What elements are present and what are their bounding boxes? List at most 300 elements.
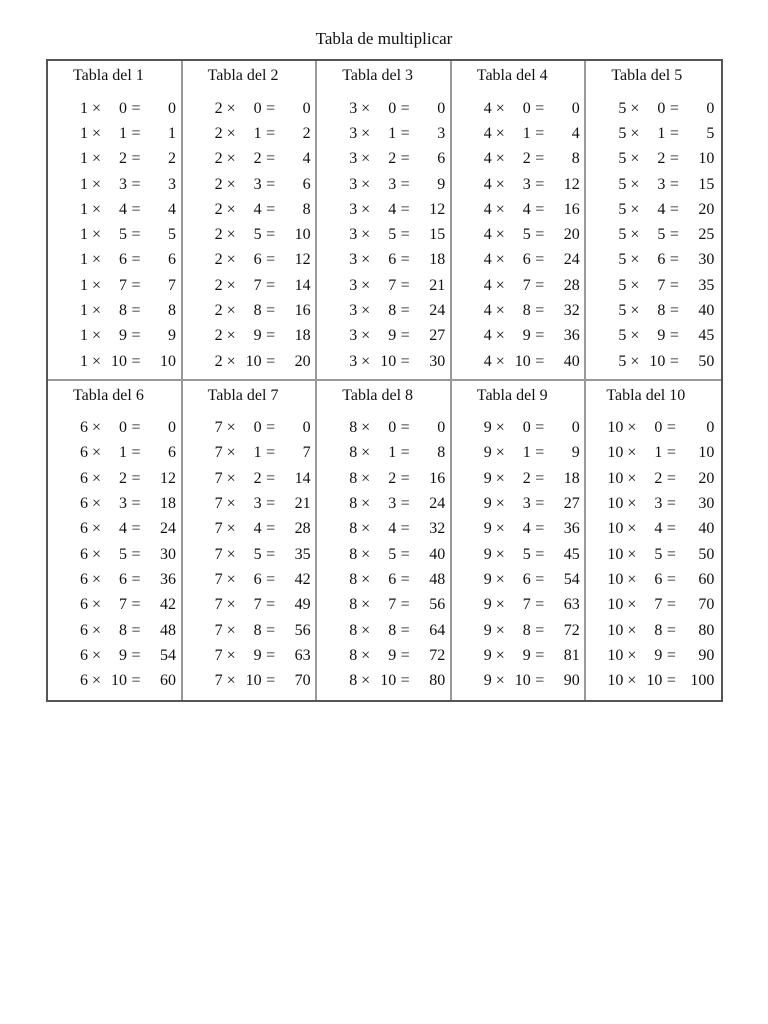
factor-a: 1 <box>80 302 88 320</box>
factor-a: 10 <box>607 419 624 437</box>
product: 12 <box>160 469 176 487</box>
factor-b: 4 <box>522 520 531 538</box>
equals-sign: = <box>535 175 545 193</box>
factor-a: 8 <box>349 570 358 588</box>
table-del-6 <box>48 381 183 701</box>
factor-b: 3 <box>522 495 531 513</box>
factor-b: 4 <box>119 200 127 218</box>
table-del-4 <box>452 61 587 381</box>
equals-sign: = <box>535 444 545 462</box>
product: 16 <box>294 302 311 320</box>
product: 54 <box>160 646 176 664</box>
factor-b: 0 <box>522 419 531 437</box>
equation-row <box>48 96 181 121</box>
product: 2 <box>302 124 311 142</box>
times-sign: × <box>91 150 102 168</box>
times-sign: × <box>91 99 102 117</box>
equals-sign: = <box>400 150 410 168</box>
factor-a: 10 <box>607 444 624 462</box>
factor-a: 5 <box>618 352 627 370</box>
factor-b: 9 <box>388 327 397 345</box>
equals-sign: = <box>535 200 545 218</box>
factor-b: 5 <box>522 545 531 563</box>
factor-b: 10 <box>514 672 531 690</box>
product: 9 <box>437 175 446 193</box>
product: 70 <box>698 596 715 614</box>
factor-b: 8 <box>522 302 531 320</box>
product: 0 <box>168 99 176 117</box>
product: 36 <box>563 327 580 345</box>
product: 10 <box>698 444 715 462</box>
equals-sign: = <box>266 226 276 244</box>
product: 7 <box>168 276 176 294</box>
times-sign: × <box>495 469 505 487</box>
equals-sign: = <box>400 646 410 664</box>
product: 6 <box>437 150 446 168</box>
factor-a: 3 <box>349 99 358 117</box>
factor-a: 1 <box>80 175 88 193</box>
equals-sign: = <box>400 327 410 345</box>
equation-row <box>452 441 585 466</box>
factor-a: 8 <box>349 545 358 563</box>
equals-sign: = <box>535 646 545 664</box>
times-sign: × <box>495 124 505 142</box>
equation-row <box>586 96 721 121</box>
equation-row <box>317 542 450 567</box>
factor-b: 3 <box>522 175 531 193</box>
equation-row <box>452 349 585 374</box>
factor-a: 10 <box>607 672 624 690</box>
factor-a: 8 <box>349 469 358 487</box>
equals-sign: = <box>400 419 410 437</box>
times-sign: × <box>627 646 637 664</box>
product: 36 <box>160 570 176 588</box>
equals-sign: = <box>131 200 141 218</box>
equation-row <box>452 147 585 172</box>
times-sign: × <box>627 621 637 639</box>
times-sign: × <box>495 646 505 664</box>
equals-sign: = <box>535 596 545 614</box>
factor-a: 5 <box>618 124 627 142</box>
equals-sign: = <box>666 520 676 538</box>
equation-row <box>586 466 721 491</box>
equation-row <box>452 517 585 542</box>
factor-a: 2 <box>214 175 223 193</box>
equals-sign: = <box>266 352 276 370</box>
factor-b: 9 <box>522 327 531 345</box>
times-sign: × <box>630 124 640 142</box>
factor-b: 4 <box>119 520 127 538</box>
factor-b: 3 <box>388 175 397 193</box>
equals-sign: = <box>266 124 276 142</box>
times-sign: × <box>91 327 102 345</box>
equals-sign: = <box>535 99 545 117</box>
product: 32 <box>429 520 446 538</box>
equation-row <box>452 222 585 247</box>
times-sign: × <box>226 545 236 563</box>
times-sign: × <box>627 469 637 487</box>
product: 72 <box>563 621 580 639</box>
equals-sign: = <box>266 302 276 320</box>
equals-sign: = <box>669 200 679 218</box>
times-sign: × <box>627 570 637 588</box>
equals-sign: = <box>400 251 410 269</box>
equation-row <box>586 147 721 172</box>
factor-a: 1 <box>80 150 88 168</box>
product: 36 <box>563 520 580 538</box>
equals-sign: = <box>131 175 141 193</box>
equals-sign: = <box>666 621 676 639</box>
factor-b: 10 <box>245 352 262 370</box>
equals-sign: = <box>535 419 545 437</box>
factor-a: 3 <box>349 200 358 218</box>
product: 0 <box>571 419 580 437</box>
factor-a: 5 <box>618 226 627 244</box>
product: 8 <box>168 302 176 320</box>
equation-row <box>452 668 585 693</box>
factor-a: 7 <box>214 469 223 487</box>
factor-b: 5 <box>253 545 262 563</box>
times-sign: × <box>361 226 371 244</box>
product: 14 <box>294 469 311 487</box>
factor-a: 5 <box>618 99 627 117</box>
factor-b: 6 <box>388 251 397 269</box>
factor-b: 9 <box>119 327 127 345</box>
factor-a: 2 <box>214 251 223 269</box>
equation-row <box>183 222 316 247</box>
times-sign: × <box>91 570 102 588</box>
factor-b: 9 <box>522 646 531 664</box>
factor-b: 7 <box>388 596 397 614</box>
factor-a: 2 <box>214 150 223 168</box>
factor-a: 9 <box>483 570 492 588</box>
factor-b: 0 <box>253 99 262 117</box>
factor-a: 4 <box>483 200 492 218</box>
factor-a: 6 <box>80 672 88 690</box>
product: 6 <box>302 175 311 193</box>
equals-sign: = <box>131 621 141 639</box>
equation-row <box>317 349 450 374</box>
equation-row <box>48 121 181 146</box>
product: 10 <box>294 226 311 244</box>
equation-row <box>586 222 721 247</box>
equals-sign: = <box>266 545 276 563</box>
equation-row <box>452 593 585 618</box>
factor-a: 1 <box>80 200 88 218</box>
product: 40 <box>429 545 446 563</box>
product: 48 <box>160 621 176 639</box>
factor-a: 9 <box>483 621 492 639</box>
factor-b: 6 <box>119 251 127 269</box>
equals-sign: = <box>535 226 545 244</box>
product: 8 <box>302 200 311 218</box>
times-sign: × <box>361 469 371 487</box>
equation-row <box>452 542 585 567</box>
equals-sign: = <box>400 276 410 294</box>
factor-a: 6 <box>80 520 88 538</box>
equals-sign: = <box>535 520 545 538</box>
factor-a: 9 <box>483 495 492 513</box>
factor-a: 9 <box>483 646 492 664</box>
factor-b: 9 <box>253 646 262 664</box>
equation-row <box>586 567 721 592</box>
times-sign: × <box>226 672 236 690</box>
factor-a: 2 <box>214 124 223 142</box>
equation-row <box>48 466 181 491</box>
product: 10 <box>160 352 176 370</box>
times-sign: × <box>361 276 371 294</box>
factor-b: 3 <box>119 495 127 513</box>
times-sign: × <box>630 302 640 320</box>
factor-a: 10 <box>607 495 624 513</box>
table-title: Tabla del 4 <box>476 67 548 84</box>
equals-sign: = <box>400 495 410 513</box>
factor-a: 8 <box>349 444 358 462</box>
times-sign: × <box>361 495 371 513</box>
factor-a: 4 <box>483 302 492 320</box>
product: 60 <box>160 672 176 690</box>
factor-b: 6 <box>253 251 262 269</box>
factor-b: 4 <box>253 200 262 218</box>
product: 4 <box>168 200 176 218</box>
equation-row <box>452 273 585 298</box>
factor-a: 2 <box>214 302 223 320</box>
product: 24 <box>429 302 446 320</box>
product: 63 <box>294 646 311 664</box>
equals-sign: = <box>535 469 545 487</box>
factor-a: 10 <box>607 469 624 487</box>
times-sign: × <box>630 99 640 117</box>
factor-a: 2 <box>214 226 223 244</box>
equals-sign: = <box>535 327 545 345</box>
product: 10 <box>698 150 715 168</box>
factor-b: 4 <box>388 200 397 218</box>
times-sign: × <box>627 495 637 513</box>
factor-a: 4 <box>483 175 492 193</box>
factor-b: 3 <box>253 175 262 193</box>
factor-b: 4 <box>657 200 666 218</box>
equals-sign: = <box>131 495 141 513</box>
factor-b: 6 <box>657 251 666 269</box>
factor-b: 10 <box>111 672 127 690</box>
times-sign: × <box>361 327 371 345</box>
equation-row <box>48 248 181 273</box>
times-sign: × <box>226 175 236 193</box>
product: 8 <box>571 150 580 168</box>
product: 15 <box>429 226 446 244</box>
equals-sign: = <box>400 99 410 117</box>
times-sign: × <box>495 672 505 690</box>
factor-a: 1 <box>80 251 88 269</box>
factor-a: 4 <box>483 99 492 117</box>
equation-row <box>452 643 585 668</box>
equals-sign: = <box>669 175 679 193</box>
product: 12 <box>429 200 446 218</box>
factor-b: 8 <box>253 302 262 320</box>
times-sign: × <box>495 226 505 244</box>
equation-row <box>48 324 181 349</box>
factor-b: 1 <box>522 124 531 142</box>
equals-sign: = <box>131 99 141 117</box>
product: 20 <box>563 226 580 244</box>
table-title: Tabla del 6 <box>73 386 144 404</box>
times-sign: × <box>627 419 637 437</box>
factor-b: 9 <box>657 327 666 345</box>
equation-row <box>183 567 316 592</box>
table-del-8 <box>317 381 452 701</box>
factor-a: 6 <box>80 444 88 462</box>
factor-a: 4 <box>483 251 492 269</box>
factor-a: 7 <box>214 570 223 588</box>
equals-sign: = <box>535 302 545 320</box>
factor-a: 3 <box>349 327 358 345</box>
equals-sign: = <box>131 226 141 244</box>
factor-b: 4 <box>522 200 531 218</box>
times-sign: × <box>226 469 236 487</box>
equation-row <box>183 324 316 349</box>
times-sign: × <box>495 570 505 588</box>
times-sign: × <box>226 99 236 117</box>
equation-row <box>183 349 316 374</box>
equation-row <box>586 273 721 298</box>
product: 9 <box>571 444 580 462</box>
equation-row <box>317 121 450 146</box>
equals-sign: = <box>400 520 410 538</box>
equals-sign: = <box>400 596 410 614</box>
equation-row <box>317 618 450 643</box>
factor-a: 5 <box>618 200 627 218</box>
times-sign: × <box>91 444 102 462</box>
equation-row <box>586 441 721 466</box>
product: 56 <box>294 621 311 639</box>
product: 5 <box>706 124 715 142</box>
equals-sign: = <box>669 327 679 345</box>
equation-row <box>183 248 316 273</box>
factor-a: 8 <box>349 672 358 690</box>
times-sign: × <box>361 124 371 142</box>
equation-row <box>317 147 450 172</box>
equation-row <box>183 197 316 222</box>
times-sign: × <box>495 621 505 639</box>
equals-sign: = <box>266 99 276 117</box>
factor-b: 2 <box>388 150 397 168</box>
factor-b: 4 <box>654 520 663 538</box>
document-title: Tabla de multiplicar <box>315 29 453 48</box>
equation-row <box>452 491 585 516</box>
equals-sign: = <box>400 200 410 218</box>
equation-row <box>317 643 450 668</box>
factor-a: 9 <box>483 469 492 487</box>
times-sign: × <box>226 327 236 345</box>
factor-a: 2 <box>214 327 223 345</box>
times-sign: × <box>627 672 637 690</box>
times-sign: × <box>361 520 371 538</box>
equals-sign: = <box>400 621 410 639</box>
equation-row <box>452 121 585 146</box>
equals-sign: = <box>400 175 410 193</box>
times-sign: × <box>361 175 371 193</box>
equation-row <box>586 643 721 668</box>
product: 6 <box>168 251 176 269</box>
equation-row <box>317 172 450 197</box>
equation-row <box>317 593 450 618</box>
factor-a: 1 <box>80 327 88 345</box>
times-sign: × <box>361 444 371 462</box>
factor-b: 5 <box>657 226 666 244</box>
equation-row <box>452 96 585 121</box>
table-title: Tabla del 2 <box>207 67 279 84</box>
equals-sign: = <box>669 251 679 269</box>
factor-a: 3 <box>349 302 358 320</box>
times-sign: × <box>630 200 640 218</box>
table-title: Tabla del 10 <box>606 386 686 404</box>
equation-row <box>48 416 181 441</box>
factor-b: 1 <box>253 124 262 142</box>
times-sign: × <box>91 302 102 320</box>
equals-sign: = <box>666 469 676 487</box>
factor-a: 6 <box>80 646 88 664</box>
factor-b: 1 <box>119 124 127 142</box>
product: 0 <box>168 419 176 437</box>
product: 9 <box>168 327 176 345</box>
factor-b: 7 <box>119 276 127 294</box>
factor-b: 2 <box>388 469 397 487</box>
times-sign: × <box>495 495 505 513</box>
times-sign: × <box>361 570 371 588</box>
table-title: Tabla del 1 <box>73 67 144 84</box>
equation-row <box>183 441 316 466</box>
equation-row <box>317 441 450 466</box>
factor-a: 4 <box>483 276 492 294</box>
times-sign: × <box>91 596 102 614</box>
factor-b: 9 <box>253 327 262 345</box>
equals-sign: = <box>535 251 545 269</box>
factor-a: 9 <box>483 419 492 437</box>
factor-b: 8 <box>119 621 127 639</box>
equals-sign: = <box>266 150 276 168</box>
product: 45 <box>563 545 580 563</box>
equation-row <box>183 517 316 542</box>
times-sign: × <box>91 469 102 487</box>
equation-row <box>183 147 316 172</box>
equals-sign: = <box>266 469 276 487</box>
equals-sign: = <box>131 444 141 462</box>
equals-sign: = <box>535 672 545 690</box>
equation-row <box>183 643 316 668</box>
factor-b: 5 <box>253 226 262 244</box>
factor-a: 9 <box>483 545 492 563</box>
product: 0 <box>571 99 580 117</box>
times-sign: × <box>226 226 236 244</box>
product: 21 <box>429 276 446 294</box>
equation-row <box>317 96 450 121</box>
factor-b: 2 <box>522 150 531 168</box>
times-sign: × <box>226 646 236 664</box>
factor-b: 3 <box>253 495 262 513</box>
times-sign: × <box>495 327 505 345</box>
product: 30 <box>429 352 446 370</box>
factor-a: 10 <box>607 621 624 639</box>
product: 18 <box>294 327 311 345</box>
times-sign: × <box>630 251 640 269</box>
factor-a: 10 <box>607 545 624 563</box>
equation-row <box>317 567 450 592</box>
times-sign: × <box>495 444 505 462</box>
times-sign: × <box>226 276 236 294</box>
equation-row <box>48 172 181 197</box>
product: 35 <box>698 276 715 294</box>
times-sign: × <box>495 352 505 370</box>
